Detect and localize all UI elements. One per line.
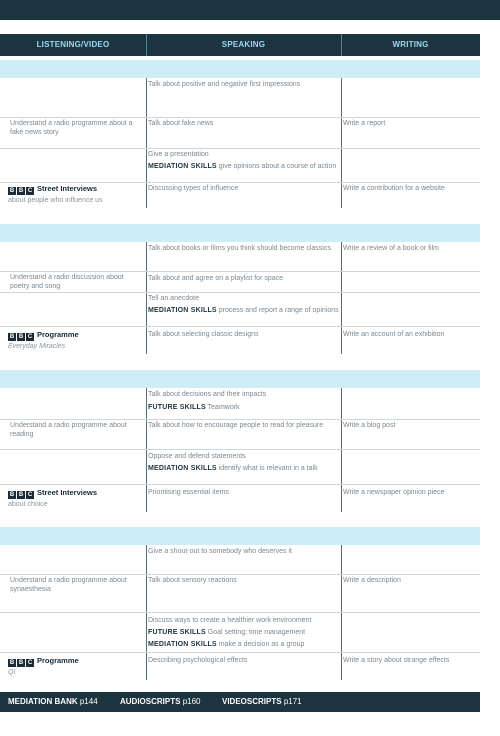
mediation-label: MEDIATION SKILLS [148,641,217,648]
unit-band [0,224,480,242]
row-divider [0,148,480,149]
speaking-text: Describing psychological effects [148,657,248,664]
row-divider [0,326,480,327]
mediation-text: identify what is relevant in a talk [218,465,318,472]
future-skills-text: Teamwork [207,404,240,411]
speaking-text: Give a shout-out to somebody who deserves it [148,548,292,555]
future-skills-label: FUTURE SKILLS [148,629,206,636]
column-divider [341,242,342,354]
mediation-label: MEDIATION SKILLS [148,465,217,472]
speaking-text: Oppose and defend statements [148,453,246,460]
speaking-text: Talk about and agree on a playlist for space [148,275,284,282]
footer-mediation-bank[interactable]: MEDIATION BANK p144 [8,697,98,706]
bbc-video[interactable] [8,488,97,499]
header-writing: WRITING [392,40,429,49]
future-skills-label: FUTURE SKILLS [148,404,206,411]
bbc-logo: B B C [9,660,33,666]
writing-text: Write a description [343,577,401,584]
speaking-text: Talk about positive and negative first impressions [148,81,301,88]
row-divider [0,652,480,653]
column-divider [341,78,342,208]
mediation-label: MEDIATION SKILLS [148,163,217,170]
bbc-video[interactable] [8,656,79,667]
future-skills-text: Goal setting; time management [207,629,306,636]
writing-text: Write a review of a book or film [343,245,439,252]
future-skills-activity [148,403,240,412]
speaking-text: Talk about decisions and their impacts [148,391,267,398]
writing-text: Write a report [343,120,386,127]
video-title: Programme [37,656,79,665]
column-divider [341,388,342,512]
bbc-video[interactable] [8,330,79,341]
video-title: Programme [37,330,79,339]
header-speaking: SPEAKING [221,40,266,49]
mediation-activity [148,162,338,171]
column-divider [146,242,147,354]
speaking-text: Prioritising essential items [148,489,229,496]
unit-band [0,60,480,78]
row-divider [0,612,480,613]
video-title: Street Interviews [37,488,98,497]
speaking-text: Discuss ways to create a healthier work environment [148,617,312,624]
listening-text: Understand a radio discussion about poetry and song [10,274,124,291]
row-divider [0,419,480,420]
mediation-activity [148,464,340,473]
row-divider [0,182,480,183]
row-divider [0,574,480,575]
listening-text: Understand a radio programme about a fake news story [10,120,133,137]
future-skills-activity [148,628,305,637]
video-subtitle: QI [8,669,16,676]
row-divider [0,117,480,118]
writing-text: Write a story about strange effects [343,657,450,664]
unit-band [0,370,480,388]
footer-videoscripts[interactable]: VIDEOSCRIPTS p171 [222,697,302,706]
row-divider [0,271,480,272]
row-divider [0,484,480,485]
writing-text: Write an account of an exhibition [343,331,445,338]
bbc-logo: B B C [9,188,33,194]
speaking-text: Talk about how to encourage people to read for pleasure [148,422,324,429]
listening-text: Understand a radio programme about synaesthesia [10,577,127,594]
footer-bar [0,692,480,712]
speaking-text: Give a presentation [148,151,209,158]
writing-text: Write a newspaper opinion piece [343,489,445,496]
top-bar [0,0,500,20]
unit-band [0,527,480,545]
mediation-activity [148,306,340,315]
bbc-logo: B B C [9,334,33,340]
mediation-label: MEDIATION SKILLS [148,307,217,314]
video-subtitle: Everyday Miracles [8,343,66,350]
video-subtitle: about people who influence us [8,197,103,204]
bbc-video[interactable] [8,184,97,195]
column-divider [146,388,147,512]
video-title: Street Interviews [37,184,98,193]
video-subtitle: about choice [8,501,48,508]
writing-text: Write a blog post [343,422,396,429]
row-divider [0,292,480,293]
speaking-text: Tell an anecdote [148,295,199,302]
mediation-activity [148,640,304,649]
speaking-text: Talk about selecting classic designs [148,331,259,338]
mediation-text: give opinions about a course of action [218,163,337,170]
bbc-logo: B B C [9,492,33,498]
speaking-text: Talk about books or films you think should become classics [148,245,331,252]
footer-audioscripts[interactable]: AUDIOSCRIPTS p160 [120,697,201,706]
speaking-text: Discussing types of influence [148,185,239,192]
mediation-text: process and report a range of opinions [218,307,339,314]
column-header [0,34,480,56]
column-divider [146,78,147,208]
row-divider [0,449,480,450]
mediation-text: make a decision as a group [218,641,305,648]
writing-text: Write a contribution for a website [343,185,445,192]
header-listening: LISTENING/VIDEO [36,40,110,49]
listening-text: Understand a radio programme about reading [10,422,127,439]
speaking-text: Talk about fake news [148,120,214,127]
speaking-text: Talk about sensory reactions [148,577,237,584]
